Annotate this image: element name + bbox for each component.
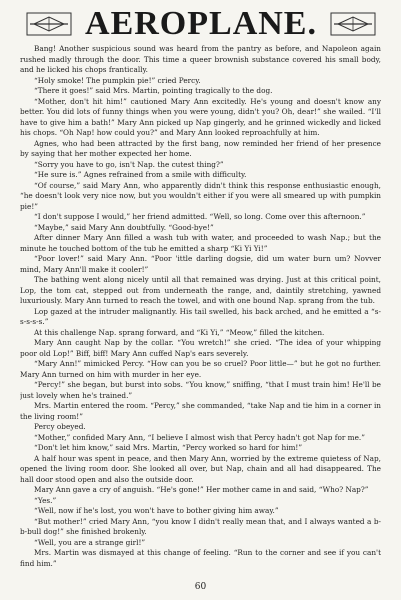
paragraph: “I don't suppose I would,” her friend admitted. “Well, so long. Come over this afternoon.” [34,212,366,221]
page-header [26,5,376,42]
story-text [20,44,381,576]
paragraph: “Well, now if he's lost, you won't have to bother giving him away.” [34,506,279,515]
paragraph: “Mother,” confided Mary Ann, “I believe I almost wish that Percy hadn't got Nap for me.” [34,432,365,442]
paragraph: After dinner Mary Ann filled a wash tub with water, and proceeded to wash Nap.; but the minute he touched bottom of the tub he emitted a sharp “Ki Yi Yi!” [20,233,381,253]
paragraph: At this challenge Nap. sprang forward, and “Ki Yi,” “Meow,” filled the kitchen. [34,327,325,337]
airplane-icon [26,12,72,36]
paragraph: Bang! Another suspicious sound was heard from the pantry as before, and Napoleon again rushed madly through the door. This time a queer brownish substance covered his small body, and he licked his chops frantically. [20,44,381,74]
paragraph: “Poor lover!” said Mary Ann. “Poor 'ittle darling dogsie, did um water burn um? Novver mind, Mary Ann'll make it cooler!” [20,254,381,274]
paragraph: “But mother!” cried Mary Ann, “you know I didn't really mean that, and I always wanted a b-b-bull dog!” she finished brokenly. [20,516,381,536]
paragraph: “He sure is.” Agnes refrained from a smile with difficulty. [34,170,247,179]
paragraph: Lop gazed at the intruder malignantly. His tail swelled, his back arched, and he emitted a “s-s-s-s-s.” [20,306,381,326]
paragraph: Mary Ann gave a cry of anguish. “He's gone!” Her mother came in and said, “Who? Nap?” [34,485,369,494]
paragraph: “Mary Ann!” mimicked Percy. “How can you be so cruel? Poor little—” but he got no further. Mary Ann turned on him with murder in her eye. [20,359,381,379]
page-title: AEROPLANE. [85,5,317,42]
paragraph: Agnes, who had been attracted by the first bang, now reminded her friend of her presence by saying that her mother expected her home. [20,138,381,158]
paragraph: “Don't let him know,” said Mrs. Martin, “Percy worked so hard for him!” [34,443,303,452]
airplane-icon [330,12,376,36]
paragraph: “Yes.” [34,495,57,505]
paragraph: “Of course,” said Mary Ann, who apparently didn't think this response enthusiastic enough, “he doesn't look very nice now, but you wouldn't either if you were all smeared up with pumpkin pie!” [20,180,381,211]
paragraph: “Maybe,” said Mary Ann doubtfully. “Good-bye!” [34,222,214,232]
paragraph: “Sorry you have to go, isn't Nap. the cutest thing?” [34,159,224,169]
paragraph: Percy obeyed. [34,422,86,431]
paragraph: Mary Ann caught Nap by the collar. “You wretch!” she cried. “The idea of your whipping poor old Lop!” Biff, biff! Mary Ann cuffed Nap's ears severely. [20,338,381,358]
page-number: 60 [194,582,207,592]
paragraph: “Well, you are a strange girl!” [34,537,146,547]
paragraph: Mrs. Martin was dismayed at this change of feeling. “Run to the corner and see if you can't find him.” [20,548,381,568]
paragraph: A half hour was spent in peace, and then Mary Ann, worried by the extreme quietess of Nap, opened the living room door. She looked all over, but Nap, chain and all had disappeared. The hall door stood open and also the outside door. [20,453,381,484]
paragraph: Mrs. Martin entered the room. “Percy,” she commanded, “take Nap and tie him in a corner in the living room!” [20,401,381,421]
paragraph: “Percy!” she began, but burst into sobs. “You know,” sniffing, “that I must train him! He'll be just lovely when he's trained.” [20,380,381,400]
paragraph: “There it goes!” said Mrs. Martin, pointing tragically to the dog. [34,86,273,95]
paragraph: “Mother, don't hit him!” cautioned Mary Ann excitedly. He's young and doesn't know any better. You did lots of funny things when you were young, didn't you? Oh, dear!” she wailed. “I'll have to give him a bath!” Mary Ann picked up Nap gingerly, and he grinned wickedly and licked his chops. “Oh Nap! how could you?” and Mary Ann looked reproachfully at him. [20,96,381,137]
paragraph: The bathing went along nicely until all that remained was drying. Just at this critical point, Lop, the tom cat, stepped out from underneath the range, and, daintily stretching, yawned luxuriously. Mary Ann turned to reach the towel, and with one bound Nap. sprang from the tub. [20,275,381,305]
paragraph: “Holy smoke! The pumpkin pie!” cried Percy. [34,75,201,85]
